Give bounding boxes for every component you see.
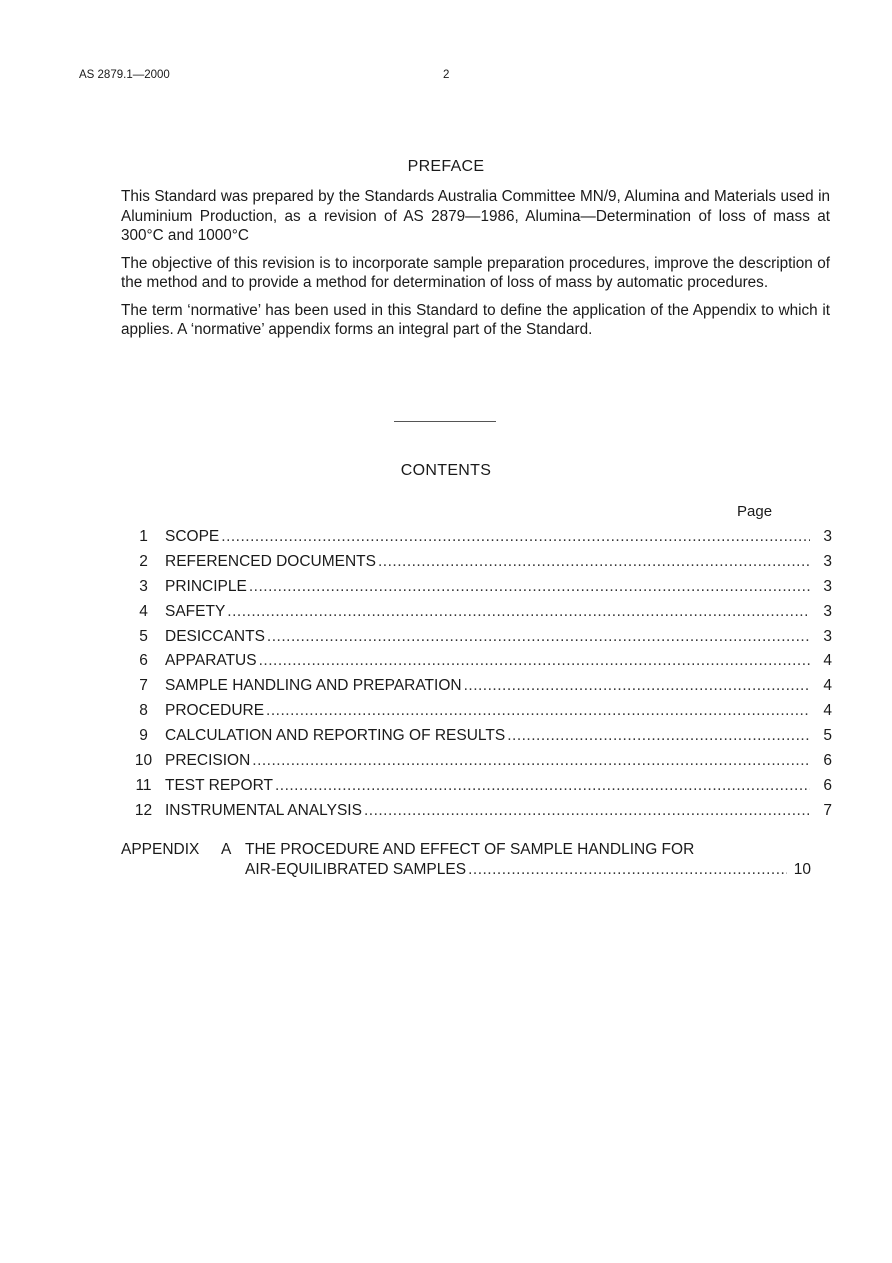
dot-leader — [275, 776, 810, 796]
appendix-title-line2: AIR-EQUILIBRATED SAMPLES — [245, 861, 467, 878]
toc-entry-page: 7 — [823, 801, 832, 819]
dot-leader — [507, 726, 810, 746]
dot-leader — [221, 527, 810, 547]
appendix-label: APPENDIX — [121, 841, 200, 858]
toc-entry-number: 6 — [139, 652, 148, 670]
dot-leader — [259, 651, 810, 671]
dot-leader — [378, 552, 810, 572]
toc-entry-title: PRECISION — [165, 752, 251, 770]
toc-entry[interactable] — [122, 801, 832, 826]
toc-entry-number: 9 — [139, 727, 148, 745]
dot-leader — [266, 701, 810, 721]
preface-paragraph: The objective of this revision is to incorporate sample preparation procedures, improve the description of the method and to provide a method for determination of loss of mass by automatic procedures. — [121, 254, 830, 291]
toc-entry[interactable] — [122, 627, 832, 652]
toc-entry[interactable] — [122, 602, 832, 627]
toc-entry-number: 1 — [139, 528, 148, 545]
toc-entry-page: 4 — [823, 702, 832, 720]
toc-entry-title: REFERENCED DOCUMENTS — [165, 552, 376, 570]
document-number: AS 2879.1—2000 — [79, 69, 170, 81]
toc-entry-number: 8 — [139, 702, 148, 720]
toc-entry-number: 5 — [139, 627, 148, 645]
toc-entry-number: 3 — [139, 577, 148, 595]
toc-entry-page: 3 — [823, 528, 832, 545]
toc-entry[interactable] — [122, 751, 832, 776]
preface-title: PREFACE — [407, 158, 485, 175]
dot-leader — [252, 751, 810, 771]
toc-entry-page: 3 — [823, 552, 832, 570]
toc-entry[interactable] — [122, 527, 832, 552]
dot-leader — [249, 577, 810, 597]
toc-entry-page: 3 — [823, 627, 832, 645]
toc-entry-page: 3 — [823, 602, 832, 620]
toc-entry-title: DESICCANTS — [165, 627, 265, 645]
toc-entry-page: 4 — [823, 677, 832, 695]
dot-leader — [364, 801, 810, 821]
toc-entry-number: 12 — [134, 801, 153, 819]
toc-entry[interactable] — [122, 776, 832, 801]
toc-entry[interactable] — [122, 676, 832, 701]
toc-entry[interactable] — [122, 701, 832, 726]
toc-entry-number: 2 — [139, 552, 148, 570]
section-divider — [394, 421, 496, 422]
toc-entry-title: SCOPE — [165, 528, 220, 545]
toc-entry-page: 6 — [823, 776, 832, 794]
preface-body — [121, 187, 830, 348]
toc-entry-title: INSTRUMENTAL ANALYSIS — [165, 801, 362, 819]
toc-entry-number: 4 — [139, 602, 148, 620]
toc-entry-number: 11 — [135, 776, 152, 794]
dot-leader — [267, 627, 810, 647]
appendix-title-line1: THE PROCEDURE AND EFFECT OF SAMPLE HANDLING FOR — [245, 841, 695, 858]
appendix-letter: A — [221, 841, 232, 858]
toc-entry-title: PROCEDURE — [165, 702, 265, 720]
toc-entry-title: SAMPLE HANDLING AND PREPARATION — [165, 677, 462, 695]
dot-leader — [464, 676, 810, 696]
toc-entry-number: 10 — [134, 752, 153, 770]
preface-paragraph: The term ‘normative’ has been used in this Standard to define the application of the Appendix to which it applies. A ‘normative’ appendix forms an integral part of the Standard. — [121, 301, 830, 338]
dot-leader — [468, 860, 787, 880]
toc-entry[interactable] — [122, 577, 832, 602]
toc-entry-title: SAFETY — [165, 602, 226, 620]
toc-entry-page: 3 — [823, 577, 832, 595]
toc-entry[interactable] — [122, 552, 832, 577]
appendix-page: 10 — [793, 861, 811, 878]
toc-entry-number: 7 — [139, 677, 148, 695]
page-number: 2 — [443, 69, 450, 81]
table-of-contents — [122, 527, 832, 826]
contents-title: CONTENTS — [400, 462, 492, 479]
toc-entry-title: CALCULATION AND REPORTING OF RESULTS — [165, 727, 506, 745]
dot-leader — [227, 602, 810, 622]
preface-paragraph: This Standard was prepared by the Standards Australia Committee MN/9, Alumina and Materials used in Aluminium Production, as a revision of AS 2879—1986, Alumina—Determination of loss of mass at 300°C and 1000°C — [121, 188, 830, 244]
toc-entry[interactable] — [122, 651, 832, 676]
page-column-label: Page — [737, 503, 773, 520]
toc-entry-title: TEST REPORT — [165, 776, 273, 794]
toc-entry-title: APPARATUS — [165, 652, 257, 670]
toc-entry-page: 5 — [823, 727, 832, 745]
appendix-entry[interactable] — [121, 840, 811, 880]
toc-entry-page: 6 — [823, 752, 832, 770]
toc-entry[interactable] — [122, 726, 832, 751]
toc-entry-title: PRINCIPLE — [165, 577, 247, 595]
toc-entry-page: 4 — [823, 652, 832, 670]
